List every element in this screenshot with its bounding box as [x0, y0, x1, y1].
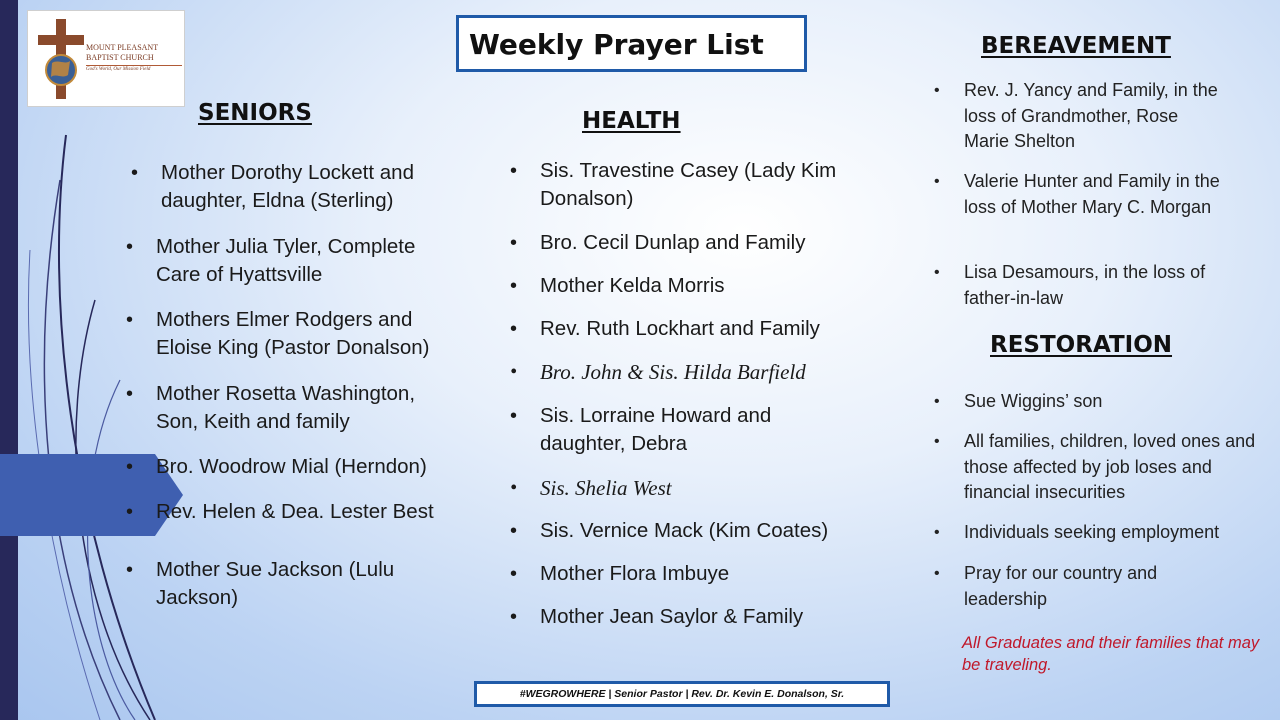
list-item: • Sis. Vernice Mack (Kim Coates)	[540, 517, 875, 545]
list-item: • Mother Flora Imbuye	[540, 560, 875, 588]
list-item: • Bro. John & Sis. Hilda Barfield	[540, 358, 875, 386]
list-item: • Sis. Shelia West	[540, 474, 875, 502]
list-item: • Mother Jean Saylor & Family	[540, 603, 875, 631]
church-motto: God's World, Our Mission Field	[86, 65, 182, 72]
list-item: • Sis. Travestine Casey (Lady Kim Donalson)	[540, 157, 875, 213]
list-item: • Mothers Elmer Rodgers and Eloise King (Pastor Donalson)	[156, 306, 461, 362]
list-item: • All families, children, loved ones and those affected by job loses and financial insecurities	[964, 429, 1269, 506]
seniors-heading: SENIORS	[198, 100, 312, 126]
list-item: • Rev. Helen & Dea. Lester Best	[156, 498, 476, 526]
list-item: • Mother Rosetta Washington, Son, Keith and family	[156, 380, 456, 436]
list-item: • Sue Wiggins’ son	[964, 389, 1264, 415]
list-item: • Lisa Desamours, in the loss of father-in-law	[964, 260, 1229, 311]
health-heading: HEALTH	[582, 108, 681, 134]
list-item: • Pray for our country and leadership	[964, 561, 1224, 612]
list-item: • Mother Sue Jackson (Lulu Jackson)	[156, 556, 396, 612]
list-item: • Individuals seeking employment	[964, 520, 1269, 546]
list-item: • Mother Kelda Morris	[540, 272, 875, 300]
list-item: • Rev. Ruth Lockhart and Family	[540, 315, 875, 343]
page-title: Weekly Prayer List	[456, 15, 807, 72]
graduates-note: All Graduates and their families that may be traveling.	[962, 634, 1260, 674]
church-name: MOUNT PLEASANT BAPTIST CHURCH	[86, 43, 158, 62]
list-item: • Valerie Hunter and Family in the loss of Mother Mary C. Morgan	[964, 169, 1234, 220]
list-item: • Sis. Lorraine Howard and daughter, Debra	[540, 402, 830, 458]
list-item: • Mother Dorothy Lockett and daughter, Eldna (Sterling)	[161, 159, 466, 215]
restoration-heading: RESTORATION	[990, 332, 1173, 358]
list-item: • Bro. Cecil Dunlap and Family	[540, 229, 875, 257]
cross-globe-icon	[32, 11, 90, 106]
church-logo	[27, 10, 185, 107]
list-item: • Rev. J. Yancy and Family, in the loss of Grandmother, Rose Marie Shelton	[964, 78, 1219, 155]
list-item: • Bro. Woodrow Mial (Herndon)	[156, 453, 476, 481]
bereavement-heading: BEREAVEMENT	[981, 33, 1171, 59]
list-item: • Mother Julia Tyler, Complete Care of Hyattsville	[156, 233, 461, 289]
footer-banner: #WEGROWHERE | Senior Pastor | Rev. Dr. Kevin E. Donalson, Sr.	[474, 681, 890, 707]
